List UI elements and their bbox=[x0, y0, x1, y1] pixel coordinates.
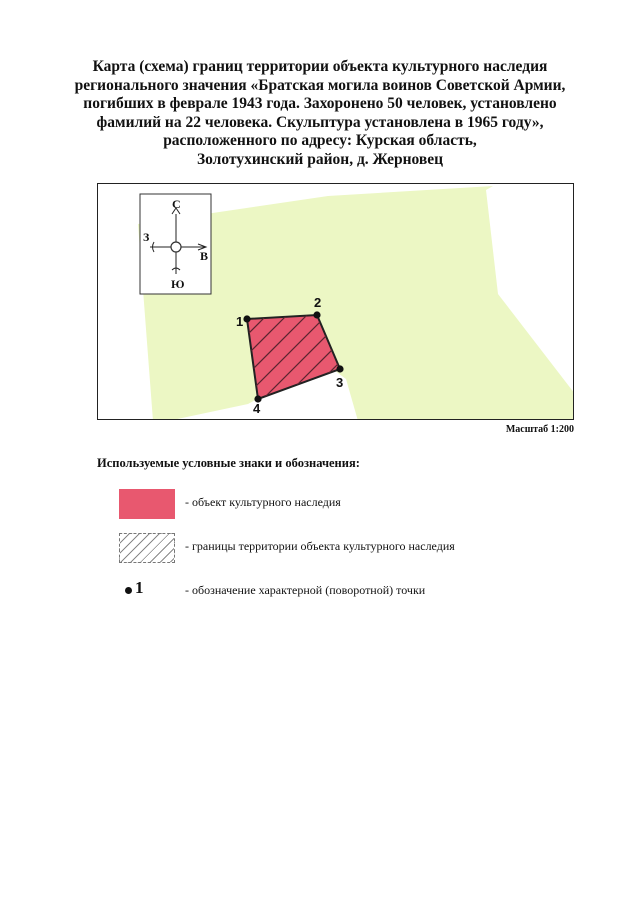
legend-heading: Используемые условные знаки и обозначения: bbox=[97, 456, 360, 470]
legend-object-swatch bbox=[119, 489, 175, 519]
corner-label-2: 2 bbox=[314, 295, 322, 310]
title-line: расположенного по адресу: Курская область, bbox=[163, 132, 477, 150]
map-scale: Масштаб 1:200 bbox=[505, 424, 574, 435]
corner-point-3 bbox=[336, 365, 343, 372]
legend-object-text: - объект культурного наследия bbox=[185, 495, 341, 509]
legend-boundary-text: - границы территории объекта культурного наследия bbox=[185, 539, 455, 553]
map-title bbox=[60, 58, 580, 170]
map-canvas bbox=[98, 184, 574, 420]
compass-center-icon bbox=[171, 242, 181, 252]
corner-label-3: 3 bbox=[336, 375, 344, 390]
point-dot-icon bbox=[125, 587, 132, 594]
title-line: фамилий на 22 человека. Скульптура установлена в 1965 году», bbox=[96, 113, 544, 131]
title-line: погибших в феврале 1943 года. Захоронено 50 человек, установлено bbox=[83, 95, 557, 113]
corner-label-4: 4 bbox=[253, 401, 261, 416]
compass-east-label: В bbox=[200, 249, 209, 263]
corner-point-2 bbox=[313, 311, 320, 318]
title-line: Карта (схема) границ территории объекта культурного наследия bbox=[92, 58, 548, 75]
legend-boundary-swatch bbox=[119, 533, 175, 563]
legend-point-symbol bbox=[125, 578, 144, 598]
compass-rose bbox=[140, 194, 211, 294]
compass-south-label: Ю bbox=[171, 277, 185, 291]
title-line: регионального значения «Братская могила воинов Советской Армии, bbox=[74, 76, 566, 94]
title-line: Золотухинский район, д. Жерновец bbox=[196, 150, 444, 168]
corner-point-1 bbox=[243, 315, 250, 322]
map-frame bbox=[97, 183, 574, 420]
compass-west-label: З bbox=[143, 230, 150, 244]
compass-north-label: С bbox=[172, 197, 181, 211]
corner-label-1: 1 bbox=[236, 314, 244, 329]
legend-point-text: - обозначение характерной (поворотной) точки bbox=[185, 583, 426, 597]
legend-point-label: 1 bbox=[135, 578, 144, 597]
